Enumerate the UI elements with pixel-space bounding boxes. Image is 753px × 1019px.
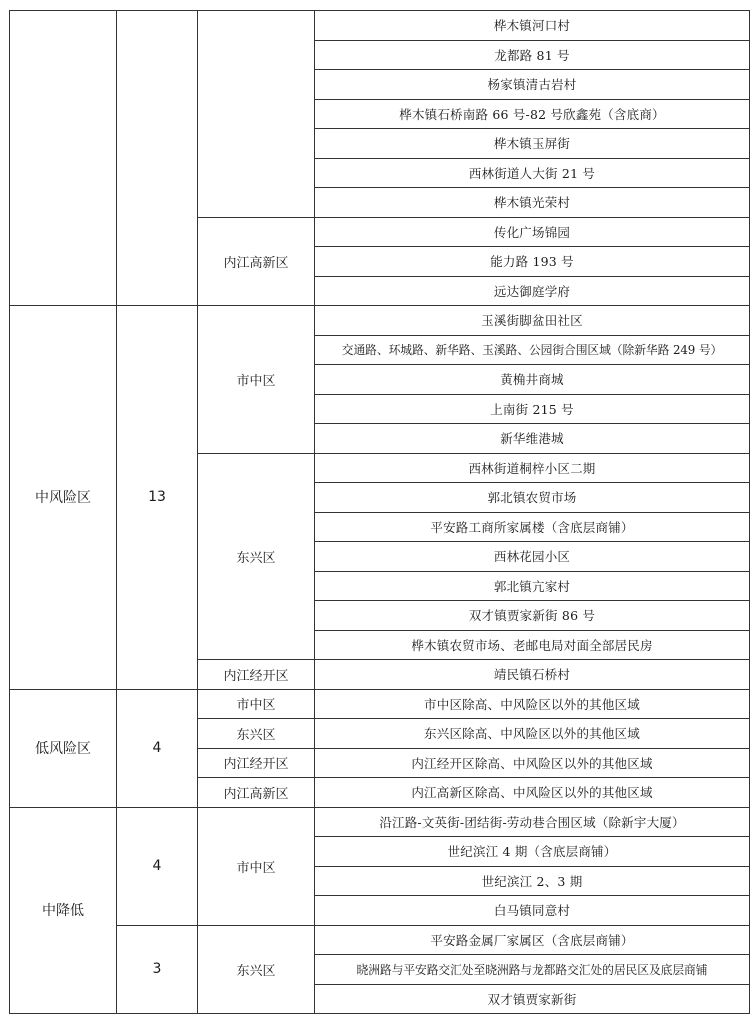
risk-level-cell: 中降低 <box>10 807 117 1014</box>
district-cell: 内江高新区 <box>198 778 315 808</box>
address-cell: 西林街道人大街 21 号 <box>315 158 750 188</box>
address-cell: 平安路金属厂家属区（含底层商铺） <box>315 925 750 955</box>
address-cell: 杨家镇清古岩村 <box>315 70 750 100</box>
risk-area-table-body <box>10 11 750 1014</box>
count-cell: 4 <box>117 807 198 925</box>
address-cell: 晓洲路与平安路交汇处至晓洲路与龙都路交汇处的居民区及底层商铺 <box>315 955 750 985</box>
district-cell: 内江高新区 <box>198 217 315 306</box>
address-cell: 玉溪街脚盆田社区 <box>315 306 750 336</box>
district-cell: 东兴区 <box>198 925 315 1014</box>
address-cell: 桦木镇光荣村 <box>315 188 750 218</box>
address-cell: 白马镇同意村 <box>315 896 750 926</box>
count-cell: 13 <box>117 306 198 690</box>
table-row <box>10 306 750 336</box>
address-cell: 沿江路-文英街-团结街-劳动巷合围区域（除新宇大厦） <box>315 807 750 837</box>
address-cell: 桦木镇河口村 <box>315 11 750 41</box>
address-cell: 桦木镇玉屏街 <box>315 129 750 159</box>
table-row <box>10 807 750 837</box>
address-cell: 双才镇贾家新街 86 号 <box>315 601 750 631</box>
address-cell: 世纪滨江 4 期（含底层商铺） <box>315 837 750 867</box>
address-cell: 郭北镇农贸市场 <box>315 483 750 513</box>
count-cell: 4 <box>117 689 198 807</box>
address-cell: 能力路 193 号 <box>315 247 750 277</box>
address-cell: 西林花园小区 <box>315 542 750 572</box>
risk-area-table <box>9 10 750 1014</box>
address-cell: 上南街 215 号 <box>315 394 750 424</box>
risk-level-cell: 低风险区 <box>10 689 117 807</box>
count-cell: 3 <box>117 925 198 1014</box>
address-cell: 内江经开区除高、中风险区以外的其他区域 <box>315 748 750 778</box>
district-cell: 内江经开区 <box>198 660 315 690</box>
address-cell: 传化广场锦园 <box>315 217 750 247</box>
address-cell: 桦木镇农贸市场、老邮电局对面全部居民房 <box>315 630 750 660</box>
district-cell: 市中区 <box>198 306 315 454</box>
address-cell: 黄桷井商城 <box>315 365 750 395</box>
table-row <box>10 925 750 955</box>
address-cell: 新华维港城 <box>315 424 750 454</box>
district-cell: 东兴区 <box>198 453 315 660</box>
address-cell: 内江高新区除高、中风险区以外的其他区域 <box>315 778 750 808</box>
district-cell: 东兴区 <box>198 719 315 749</box>
address-cell: 东兴区除高、中风险区以外的其他区域 <box>315 719 750 749</box>
table-row <box>10 689 750 719</box>
address-cell: 桦木镇石桥南路 66 号-82 号欣鑫苑（含底商） <box>315 99 750 129</box>
risk-level-cell <box>10 11 117 306</box>
risk-level-cell: 中风险区 <box>10 306 117 690</box>
address-cell: 西林街道桐梓小区二期 <box>315 453 750 483</box>
address-cell: 双才镇贾家新街 <box>315 984 750 1014</box>
district-cell <box>198 11 315 218</box>
address-cell: 世纪滨江 2、3 期 <box>315 866 750 896</box>
address-cell: 市中区除高、中风险区以外的其他区域 <box>315 689 750 719</box>
district-cell: 市中区 <box>198 807 315 925</box>
district-cell: 市中区 <box>198 689 315 719</box>
address-cell: 龙都路 81 号 <box>315 40 750 70</box>
address-cell: 远达御庭学府 <box>315 276 750 306</box>
count-cell <box>117 11 198 306</box>
address-cell: 平安路工商所家属楼（含底层商铺） <box>315 512 750 542</box>
table-row <box>10 11 750 41</box>
address-cell: 交通路、环城路、新华路、玉溪路、公园街合围区域（除新华路 249 号） <box>315 335 750 365</box>
address-cell: 靖民镇石桥村 <box>315 660 750 690</box>
district-cell: 内江经开区 <box>198 748 315 778</box>
address-cell: 郭北镇亢家村 <box>315 571 750 601</box>
